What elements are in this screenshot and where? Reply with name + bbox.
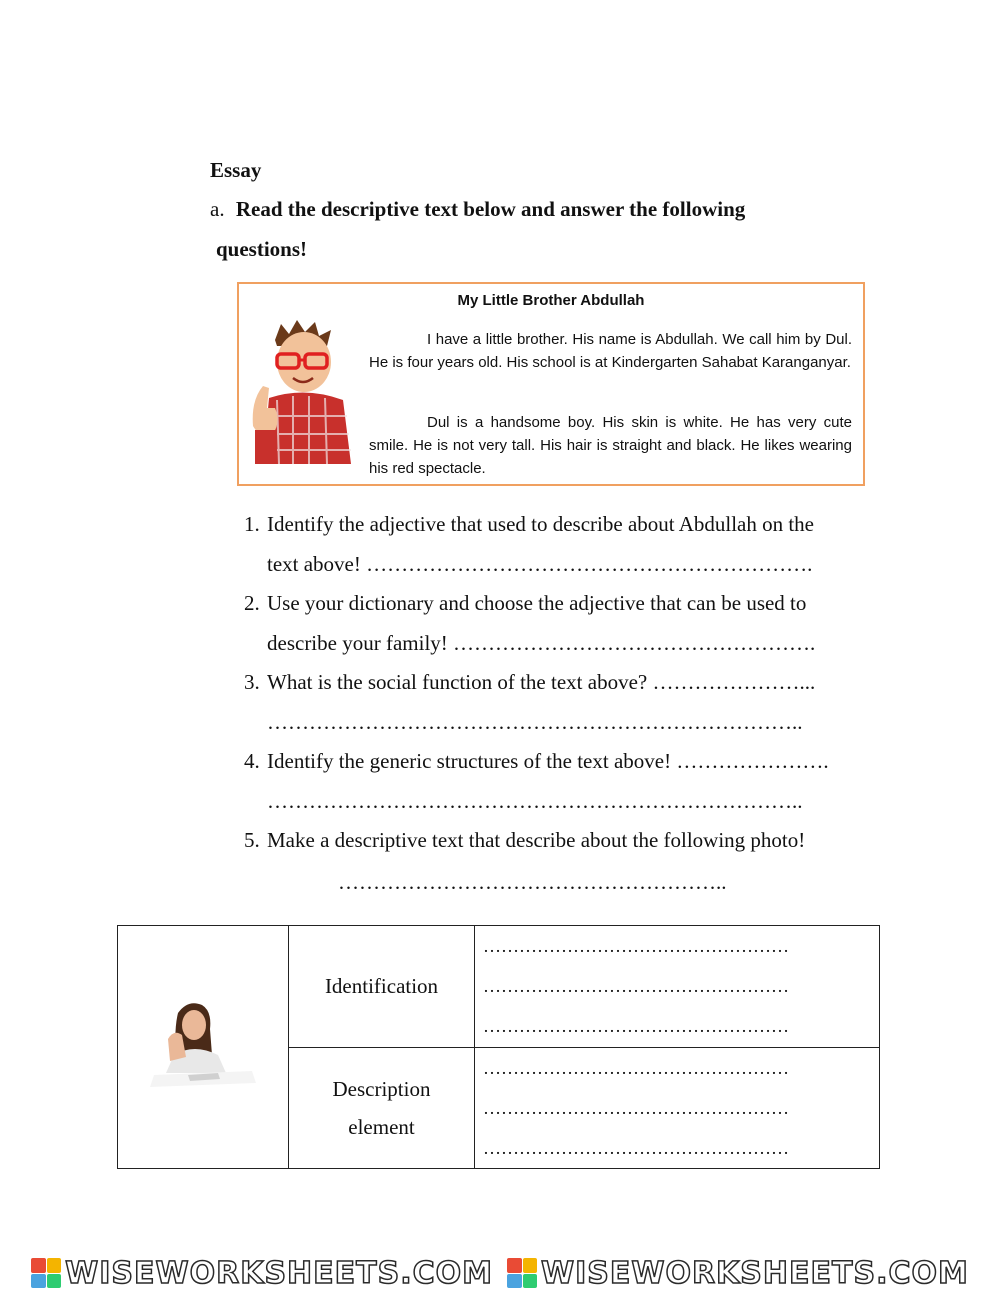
boy-glasses-thumbs-up-photo xyxy=(247,316,357,464)
answer-line[interactable]: …………………………………………… xyxy=(483,1057,789,1078)
question-answer-line[interactable]: describe your family! ……………………………………………. xyxy=(267,630,816,655)
watermark-text: WISEWORKSHEETS.COM xyxy=(541,1255,969,1291)
identification-answer-cell[interactable] xyxy=(475,926,880,1048)
question-text: Identify the generic structures of the text above! …………………. xyxy=(267,749,829,773)
question-text: Use your dictionary and choose the adjective that can be used to xyxy=(267,591,807,615)
answer-line[interactable]: …………………………………………… xyxy=(483,1016,789,1037)
question-5 xyxy=(244,821,884,861)
question-text: Make a descriptive text that describe about the following photo! xyxy=(267,828,806,852)
answer-table xyxy=(117,925,880,1169)
girl-at-desk-photo xyxy=(148,999,258,1089)
question-answer-line[interactable]: ………………………………………………………………….. xyxy=(267,788,803,813)
wiseworksheets-logo-icon xyxy=(31,1258,61,1288)
question-number: 4. xyxy=(244,749,260,773)
instruction-letter: a. xyxy=(210,197,225,221)
description-label-line2: element xyxy=(348,1114,415,1139)
identification-label-cell xyxy=(289,926,475,1048)
question-2 xyxy=(244,584,884,663)
question-1 xyxy=(244,505,884,584)
watermark xyxy=(507,1256,969,1291)
watermark-text: WISEWORKSHEETS.COM xyxy=(65,1255,493,1291)
text-box-title: My Little Brother Abdullah xyxy=(457,292,645,309)
answer-line[interactable]: …………………………………………… xyxy=(483,1137,789,1158)
question-3 xyxy=(244,663,884,742)
text-paragraph-2: Dul is a handsome boy. His skin is white. He has very cute smile. He is not very tall. His hair is straight and black. He likes wearing his red spectacle. xyxy=(369,414,852,477)
description-label-cell xyxy=(289,1047,475,1169)
reading-text-box xyxy=(237,282,865,486)
description-answer-cell[interactable] xyxy=(475,1047,880,1169)
question-4 xyxy=(244,742,884,821)
watermark-footer xyxy=(0,1255,1000,1291)
section-title: Essay xyxy=(210,158,262,182)
instruction xyxy=(210,197,850,222)
photo-cell xyxy=(118,926,289,1169)
text-paragraph-1: I have a little brother. His name is Abdullah. We call him by Dul. He is four years old. His school is at Kindergarten Sahabat Karanganyar. xyxy=(369,331,852,371)
question-5-answer-line[interactable]: ……………………………………………….. xyxy=(338,870,727,894)
answer-line[interactable]: …………………………………………… xyxy=(483,976,789,997)
instruction-line2: questions! xyxy=(216,237,308,261)
question-number: 3. xyxy=(244,670,260,694)
answer-line[interactable]: …………………………………………… xyxy=(483,1097,789,1118)
question-answer-line[interactable]: text above! ………………………………………………………. xyxy=(267,551,813,576)
answer-line[interactable]: …………………………………………… xyxy=(483,936,789,957)
watermark xyxy=(31,1256,493,1291)
question-number: 2. xyxy=(244,591,260,615)
question-number: 1. xyxy=(244,512,260,536)
table-row xyxy=(118,926,880,1048)
question-answer-line[interactable]: ………………………………………………………………….. xyxy=(267,709,803,734)
question-text: What is the social function of the text above? …………………... xyxy=(267,670,816,694)
description-label-line1: Description xyxy=(332,1076,431,1101)
instruction-line1: Read the descriptive text below and answer the following xyxy=(235,197,746,221)
question-number: 5. xyxy=(244,828,260,852)
question-text: Identify the adjective that used to describe about Abdullah on the xyxy=(267,512,815,536)
wiseworksheets-logo-icon xyxy=(507,1258,537,1288)
identification-label: Identification xyxy=(324,974,439,999)
